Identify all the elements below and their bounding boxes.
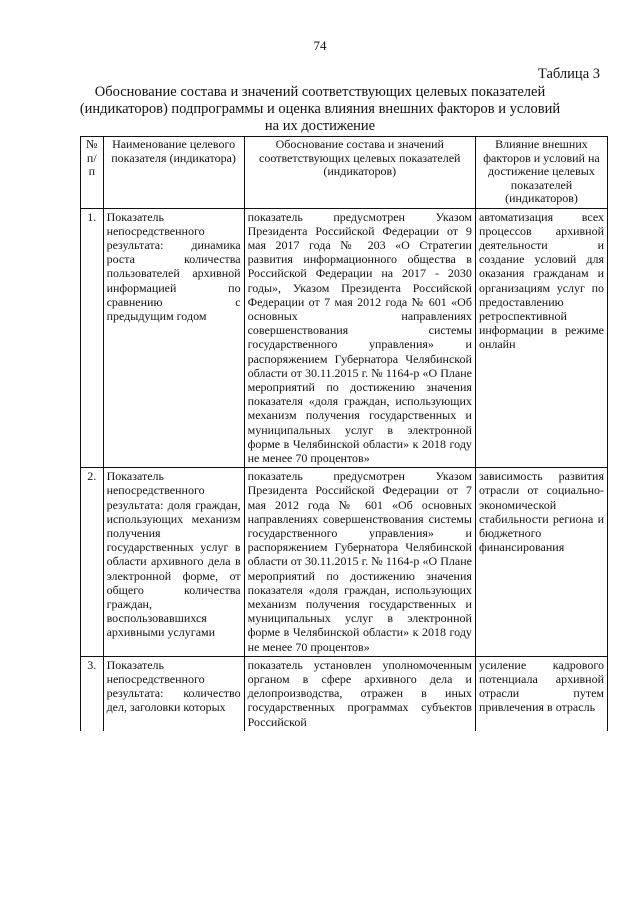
indicator-basis: показатель предусмотрен Указом Президента Российской Федерации от 9 мая 2017 года № 203 «О Стратегии развития информационного общества в Российской Федерации на 2017 - 2030 годы», Указом Президента Российской Федерации от 7 мая 2012 года № 601 «Об основных направлениях совершенствования системы государственного управления» и распоряжением Губернатора Челябинской области от 30.11.2015 г. № 1164-р «О Плане мероприятий по достижению значения показателя «доля граждан, использующих механизм получения государственных и муниципальных услуг в электронной форме в Челябинской области» к 2018 году не менее 70 процентов» <box>244 208 475 468</box>
header-external-factors: Влияние внешних факторов и условий на достижение целевых показателей (индикаторов) <box>475 137 607 209</box>
indicator-basis: показатель установлен уполномоченным органом в сфере архивного дела и делопроизводства, отражен в иных государственных программах субъектов Российской <box>244 656 475 731</box>
document-title <box>60 84 580 135</box>
indicator-name: Показатель непосредственного результата: доля граждан, использующих механизм получения государственных услуг в области архивного дела в электронной форме, от общего количества граждан, воспользовавшихся архивными услугами <box>103 468 244 657</box>
table-row <box>81 656 608 731</box>
title-line: Обоснование состава и значений соответствующих целевых показателей <box>94 84 546 100</box>
indicator-basis: показатель предусмотрен Указом Президента Российской Федерации от 7 мая 2012 года № 601 «Об основных направлениях совершенствования системы государственного управления» и распоряжением Губернатора Челябинской области от 30.11.2015 г. № 1164-р «О Плане мероприятий по достижению значения показателя «доля граждан, использующих механизм получения государственных и муниципальных услуг в электронной форме в Челябинской области» к 2018 году не менее 70 процентов» <box>244 468 475 657</box>
title-line: на их достижение <box>264 118 376 134</box>
page-number: 74 <box>313 38 327 53</box>
external-factors: усиление кадрового потенциала архивной отрасли путем привлечения в отрасль <box>475 656 607 731</box>
header-indicator-name: Наименование целевого показателя (индикатора) <box>103 137 244 209</box>
external-factors: зависимость развития отрасли от социально-экономической стабильности региона и бюджетного финансирования <box>475 468 607 657</box>
table-number: Таблица 3 <box>537 66 600 82</box>
row-number: 2. <box>81 468 104 657</box>
header-basis: Обоснование состава и значений соответствующих целевых показателей (индикаторов) <box>244 137 475 209</box>
table-header-row <box>81 137 608 209</box>
indicators-table <box>80 136 608 731</box>
indicator-name: Показатель непосредственного результата: динамика роста количества пользователей архивной информацией по сравнению с предыдущим годом <box>103 208 244 468</box>
table-row <box>81 208 608 468</box>
external-factors: автоматизация всех процессов архивной деятельности и создание условий для оказания гражданам и организациям услуг по предоставлению ретроспективной информации в режиме онлайн <box>475 208 607 468</box>
title-line: (индикаторов) подпрограммы и оценка влияния внешних факторов и условий <box>79 101 561 117</box>
indicator-name: Показатель непосредственного результата: количество дел, заголовки которых <box>103 656 244 731</box>
table-row <box>81 468 608 657</box>
row-number: 1. <box>81 208 104 468</box>
row-number: 3. <box>81 656 104 731</box>
header-number: № п/п <box>81 137 104 209</box>
